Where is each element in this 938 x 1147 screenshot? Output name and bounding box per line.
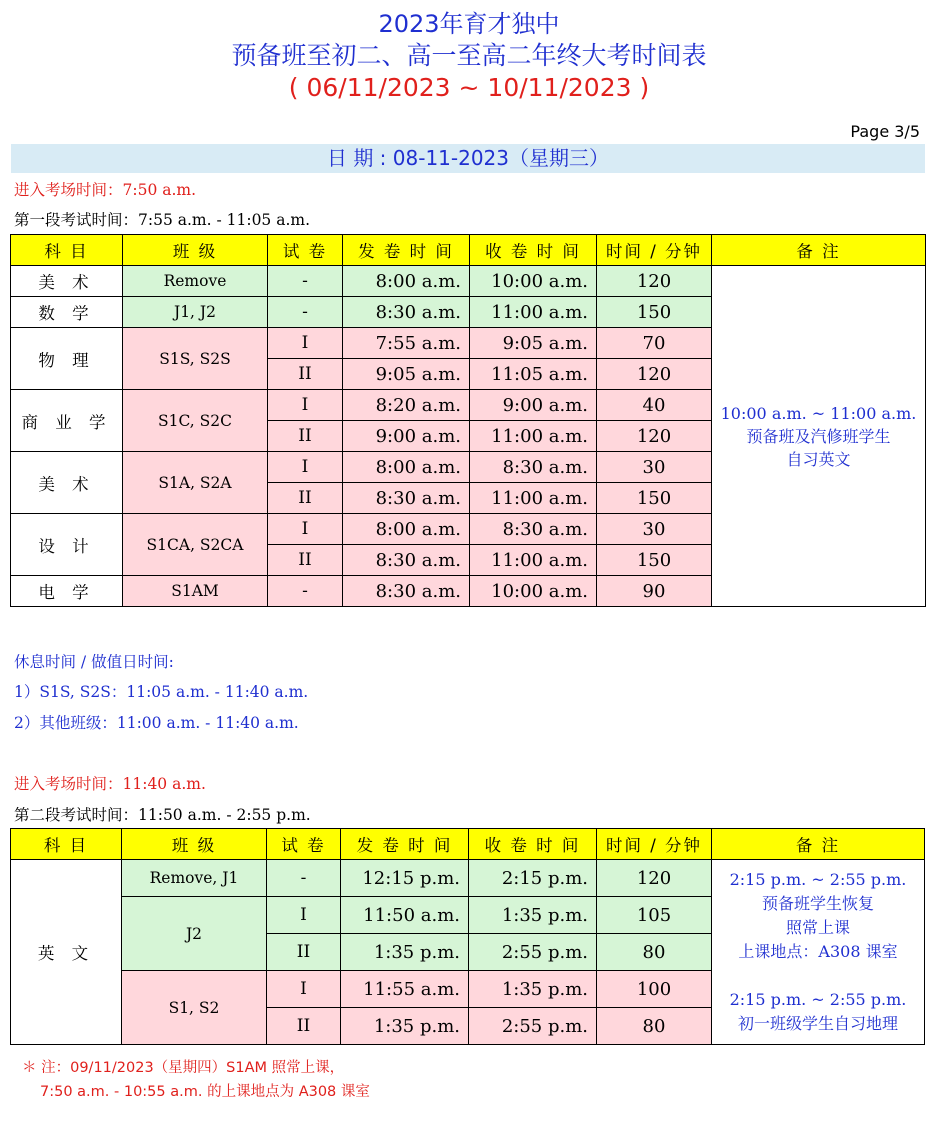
- class-cell: J1, J2: [123, 297, 268, 328]
- start-cell: 8:30 a.m.: [343, 483, 470, 514]
- class-cell: Remove, J1: [122, 860, 267, 897]
- minutes-cell: 40: [597, 390, 712, 421]
- remark-cell-2: [712, 860, 925, 1045]
- minutes-cell: 30: [597, 452, 712, 483]
- col-start: 发 卷 时 间: [343, 235, 470, 266]
- class-cell: Remove: [123, 266, 268, 297]
- col-remark: 备 注: [712, 829, 925, 860]
- end-cell: 2:55 p.m.: [469, 934, 597, 971]
- end-cell: 10:00 a.m.: [470, 266, 597, 297]
- exam-time-2: 第二段考试时间：11:50 a.m. - 2:55 p.m.: [14, 806, 311, 824]
- date-bar: 日 期 : 08-11-2023（星期三）: [11, 144, 925, 173]
- col-class: 班 级: [122, 829, 267, 860]
- remark-line: 初一班级学生自习地理: [737, 1014, 898, 1033]
- class-cell: S1, S2: [122, 971, 267, 1045]
- class-cell: S1CA, S2CA: [123, 514, 268, 576]
- end-cell: 11:00 a.m.: [470, 297, 597, 328]
- paper-cell: -: [267, 860, 341, 897]
- paper-cell: -: [268, 576, 343, 607]
- paper-cell: -: [268, 266, 343, 297]
- subject-cell: 电 学: [11, 576, 123, 607]
- break-title: 休息时间 / 做值日时间:: [14, 653, 174, 671]
- date-range: ( 06/11/2023 ~ 10/11/2023 ): [288, 73, 650, 102]
- paper-cell: II: [267, 934, 341, 971]
- minutes-cell: 150: [597, 483, 712, 514]
- class-cell: J2: [122, 897, 267, 971]
- minutes-cell: 100: [597, 971, 712, 1008]
- paper-cell: II: [267, 1008, 341, 1045]
- subject-cell: 美 术: [11, 266, 123, 297]
- end-cell: 11:00 a.m.: [470, 483, 597, 514]
- remark-line: 预备班及汽修班学生: [746, 426, 891, 446]
- remark-line: 2:15 p.m. ~ 2:55 p.m.: [729, 870, 907, 889]
- footnote-line-2: 7:50 a.m. - 10:55 a.m. 的上课地点为 A308 课室: [40, 1084, 370, 1100]
- col-paper: 试 卷: [267, 829, 341, 860]
- remark-line: 2:15 p.m. ~ 2:55 p.m.: [729, 990, 907, 1009]
- col-minutes: 时间 / 分钟: [597, 235, 712, 266]
- end-cell: 9:05 a.m.: [470, 328, 597, 359]
- end-cell: 11:05 a.m.: [470, 359, 597, 390]
- end-cell: 2:15 p.m.: [469, 860, 597, 897]
- page-title-block: [0, 8, 938, 104]
- start-cell: 8:00 a.m.: [343, 266, 470, 297]
- remark-spacer: [712, 964, 924, 988]
- table-header-row: [11, 829, 925, 860]
- start-cell: 11:50 a.m.: [341, 897, 469, 934]
- start-cell: 1:35 p.m.: [341, 934, 469, 971]
- class-cell: S1AM: [123, 576, 268, 607]
- col-subject: 科 目: [11, 829, 122, 860]
- remark-line: 照常上课: [785, 918, 850, 937]
- entry-time-1: 进入考场时间：7:50 a.m.: [14, 181, 197, 199]
- start-cell: 8:30 a.m.: [343, 545, 470, 576]
- remark-cell-1: [712, 266, 926, 607]
- minutes-cell: 80: [597, 1008, 712, 1045]
- minutes-cell: 150: [597, 297, 712, 328]
- start-cell: 9:05 a.m.: [343, 359, 470, 390]
- end-cell: 8:30 a.m.: [470, 514, 597, 545]
- subject-cell: 数 学: [11, 297, 123, 328]
- paper-cell: I: [268, 328, 343, 359]
- page-subtitle: 预备班至初二、高一至高二年终大考时间表: [231, 41, 707, 70]
- start-cell: 12:15 p.m.: [341, 860, 469, 897]
- footnote: [22, 1056, 370, 1104]
- remark-line: 自习英文: [786, 449, 851, 469]
- paper-cell: II: [268, 359, 343, 390]
- subject-cell: 英 文: [11, 860, 122, 1045]
- break-item-2: 2）其他班级：11:00 a.m. - 11:40 a.m.: [14, 714, 299, 732]
- col-paper: 试 卷: [268, 235, 343, 266]
- remark-line: 预备班学生恢复: [761, 894, 874, 913]
- end-cell: 1:35 p.m.: [469, 897, 597, 934]
- paper-cell: I: [268, 514, 343, 545]
- minutes-cell: 120: [597, 860, 712, 897]
- table-row: [11, 266, 926, 297]
- end-cell: 1:35 p.m.: [469, 971, 597, 1008]
- end-cell: 9:00 a.m.: [470, 390, 597, 421]
- schedule-table-1: [10, 234, 926, 607]
- class-cell: S1A, S2A: [123, 452, 268, 514]
- start-cell: 7:55 a.m.: [343, 328, 470, 359]
- subject-cell: 商 业 学: [11, 390, 123, 452]
- table-row: [11, 860, 925, 897]
- minutes-cell: 120: [597, 359, 712, 390]
- minutes-cell: 80: [597, 934, 712, 971]
- col-end: 收 卷 时 间: [470, 235, 597, 266]
- end-cell: 11:00 a.m.: [470, 421, 597, 452]
- start-cell: 8:20 a.m.: [343, 390, 470, 421]
- table-header-row: [11, 235, 926, 266]
- col-end: 收 卷 时 间: [469, 829, 597, 860]
- paper-cell: -: [268, 297, 343, 328]
- paper-cell: II: [268, 483, 343, 514]
- col-minutes: 时间 / 分钟: [597, 829, 712, 860]
- schedule-table-2: [10, 828, 925, 1045]
- start-cell: 8:00 a.m.: [343, 452, 470, 483]
- minutes-cell: 150: [597, 545, 712, 576]
- minutes-cell: 30: [597, 514, 712, 545]
- paper-cell: II: [268, 421, 343, 452]
- minutes-cell: 90: [597, 576, 712, 607]
- class-cell: S1S, S2S: [123, 328, 268, 390]
- remark-line: 10:00 a.m. ~ 11:00 a.m.: [720, 403, 917, 423]
- end-cell: 11:00 a.m.: [470, 545, 597, 576]
- page-title: 2023年育才独中: [378, 10, 560, 38]
- start-cell: 1:35 p.m.: [341, 1008, 469, 1045]
- col-class: 班 级: [123, 235, 268, 266]
- break-item-1: 1）S1S, S2S：11:05 a.m. - 11:40 a.m.: [14, 683, 309, 701]
- minutes-cell: 120: [597, 421, 712, 452]
- class-cell: S1C, S2C: [123, 390, 268, 452]
- start-cell: 9:00 a.m.: [343, 421, 470, 452]
- subject-cell: 美 术: [11, 452, 123, 514]
- start-cell: 11:55 a.m.: [341, 971, 469, 1008]
- col-start: 发 卷 时 间: [341, 829, 469, 860]
- end-cell: 10:00 a.m.: [470, 576, 597, 607]
- paper-cell: I: [268, 390, 343, 421]
- paper-cell: I: [268, 452, 343, 483]
- remark-line: 上课地点：A308 课室: [738, 942, 898, 961]
- minutes-cell: 70: [597, 328, 712, 359]
- col-subject: 科 目: [11, 235, 123, 266]
- page-number: Page 3/5: [850, 122, 920, 141]
- minutes-cell: 105: [597, 897, 712, 934]
- paper-cell: II: [268, 545, 343, 576]
- start-cell: 8:30 a.m.: [343, 297, 470, 328]
- start-cell: 8:00 a.m.: [343, 514, 470, 545]
- footnote-line-1: ＊ 注：09/11/2023（星期四）S1AM 照常上课，: [22, 1060, 345, 1076]
- start-cell: 8:30 a.m.: [343, 576, 470, 607]
- minutes-cell: 120: [597, 266, 712, 297]
- paper-cell: I: [267, 971, 341, 1008]
- subject-cell: 物 理: [11, 328, 123, 390]
- entry-time-2: 进入考场时间：11:40 a.m.: [14, 775, 206, 793]
- col-remark: 备 注: [712, 235, 926, 266]
- end-cell: 8:30 a.m.: [470, 452, 597, 483]
- exam-time-1: 第一段考试时间：7:55 a.m. - 11:05 a.m.: [14, 211, 311, 229]
- subject-cell: 设 计: [11, 514, 123, 576]
- paper-cell: I: [267, 897, 341, 934]
- end-cell: 2:55 p.m.: [469, 1008, 597, 1045]
